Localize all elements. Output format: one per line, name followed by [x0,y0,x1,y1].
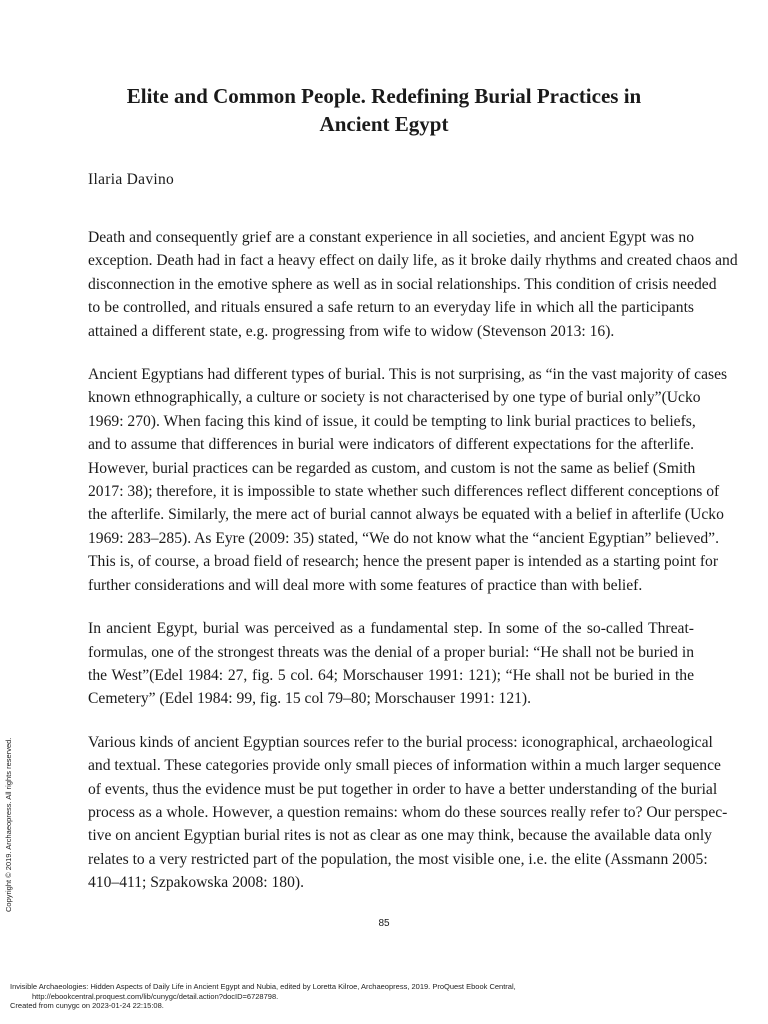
text-line: This is, of course, a broad field of research; hence the present paper is intended as a starting point for [88,553,719,571]
paragraph [88,731,728,895]
text-line: disconnection in the emotive sphere as well as in social relationships. This condition of crisis needed [88,275,717,293]
text-line: 1969: 283–285). As Eyre (2009: 35) stated, “We do not know what the “ancient Egyptian” believed”. [88,529,719,547]
text-line: the afterlife. Similarly, the mere act of burial cannot always be equated with a belief in afterlife (Ucko [88,506,724,524]
text-line: Ancient Egyptians had different types of burial. This is not surprising, as “in the vast majority of cases [88,366,728,384]
text-line: 1969: 270). When facing this kind of issue, it could be tempting to link burial practices to beliefs, [88,412,696,430]
text-line: relates to a very restricted part of the population, the most visible one, i.e. the elite (Assmann 2005: [88,850,708,868]
paragraph [88,363,728,597]
footer-url: http://ebookcentral.proquest.com/lib/cunygc/detail.action?docID=6728798. [32,991,279,1001]
paper-title [80,82,688,138]
text-line: tive on ancient Egyptian burial rites is not as clear as one may think, because the available data only [88,827,712,845]
text-line: process as a whole. However, a question remains: whom do these sources really refer to? Our perspec- [88,803,728,821]
text-line: the West”(Edel 1984: 27, fig. 5 col. 64; Morschauser 1991: 121); “He shall not be buried in the [88,666,694,684]
copyright-notice: Copyright © 2019. Archaeopress. All rights reserved. [4,737,13,912]
paragraph [88,226,738,343]
text-line: and textual. These categories provide only small pieces of information within a much larger sequence [88,757,721,775]
title-line: Elite and Common People. Redefining Burial Practices in [126,84,642,108]
text-line: attained a different state, e.g. progressing from wife to widow (Stevenson 2013: 16). [88,322,615,340]
citation-footer [10,982,760,1011]
text-line: 2017: 38); therefore, it is impossible to state whether such differences reflect different conceptions of [88,483,720,501]
author-name: Ilaria Davino [88,171,175,188]
text-line: 410–411; Szpakowska 2008: 180). [88,874,304,892]
text-line: Cemetery” (Edel 1984: 99, fig. 15 col 79–80; Morschauser 1991: 121). [88,690,532,708]
body-text [88,226,738,915]
page-number: 85 [378,918,390,929]
text-line: known ethnographically, a culture or society is not characterised by one type of burial only”(Ucko [88,389,701,407]
text-line: However, burial practices can be regarded as custom, and custom is not the same as belief (Smith [88,459,696,477]
text-line: formulas, one of the strongest threats was the denial of a proper burial: “He shall not be buried in [88,643,694,661]
text-line: to be controlled, and rituals ensured a safe return to an everyday life in which all the participants [88,299,694,317]
text-line: exception. Death had in fact a heavy effect on daily life, as it broke daily rhythms and created chaos and [88,252,738,270]
text-line: In ancient Egypt, burial was perceived as a fundamental step. In some of the so-called Threat- [88,620,694,638]
text-line: Death and consequently grief are a constant experience in all societies, and ancient Egypt was no [88,229,694,246]
text-line: and to assume that differences in burial were indicators of different expectations for the afterlife. [88,436,694,454]
paragraph [88,617,694,711]
title-line: Ancient Egypt [319,112,449,136]
text-line: of events, thus the evidence must be put together in order to have a better understanding of the burial [88,780,718,798]
footer-line: Created from cunygc on 2023-01-24 22:15:08. [10,1001,164,1010]
text-line: further considerations and will deal more with some features of practice than with belief. [88,576,643,594]
text-line: Various kinds of ancient Egyptian sources refer to the burial process: iconographical, archaeological [88,733,713,751]
footer-line: Invisible Archaeologies: Hidden Aspects of Daily Life in Ancient Egypt and Nubia, edited by Loretta Kilroe, Archaeopress, 2019. ProQuest Ebook Central, [10,982,516,991]
